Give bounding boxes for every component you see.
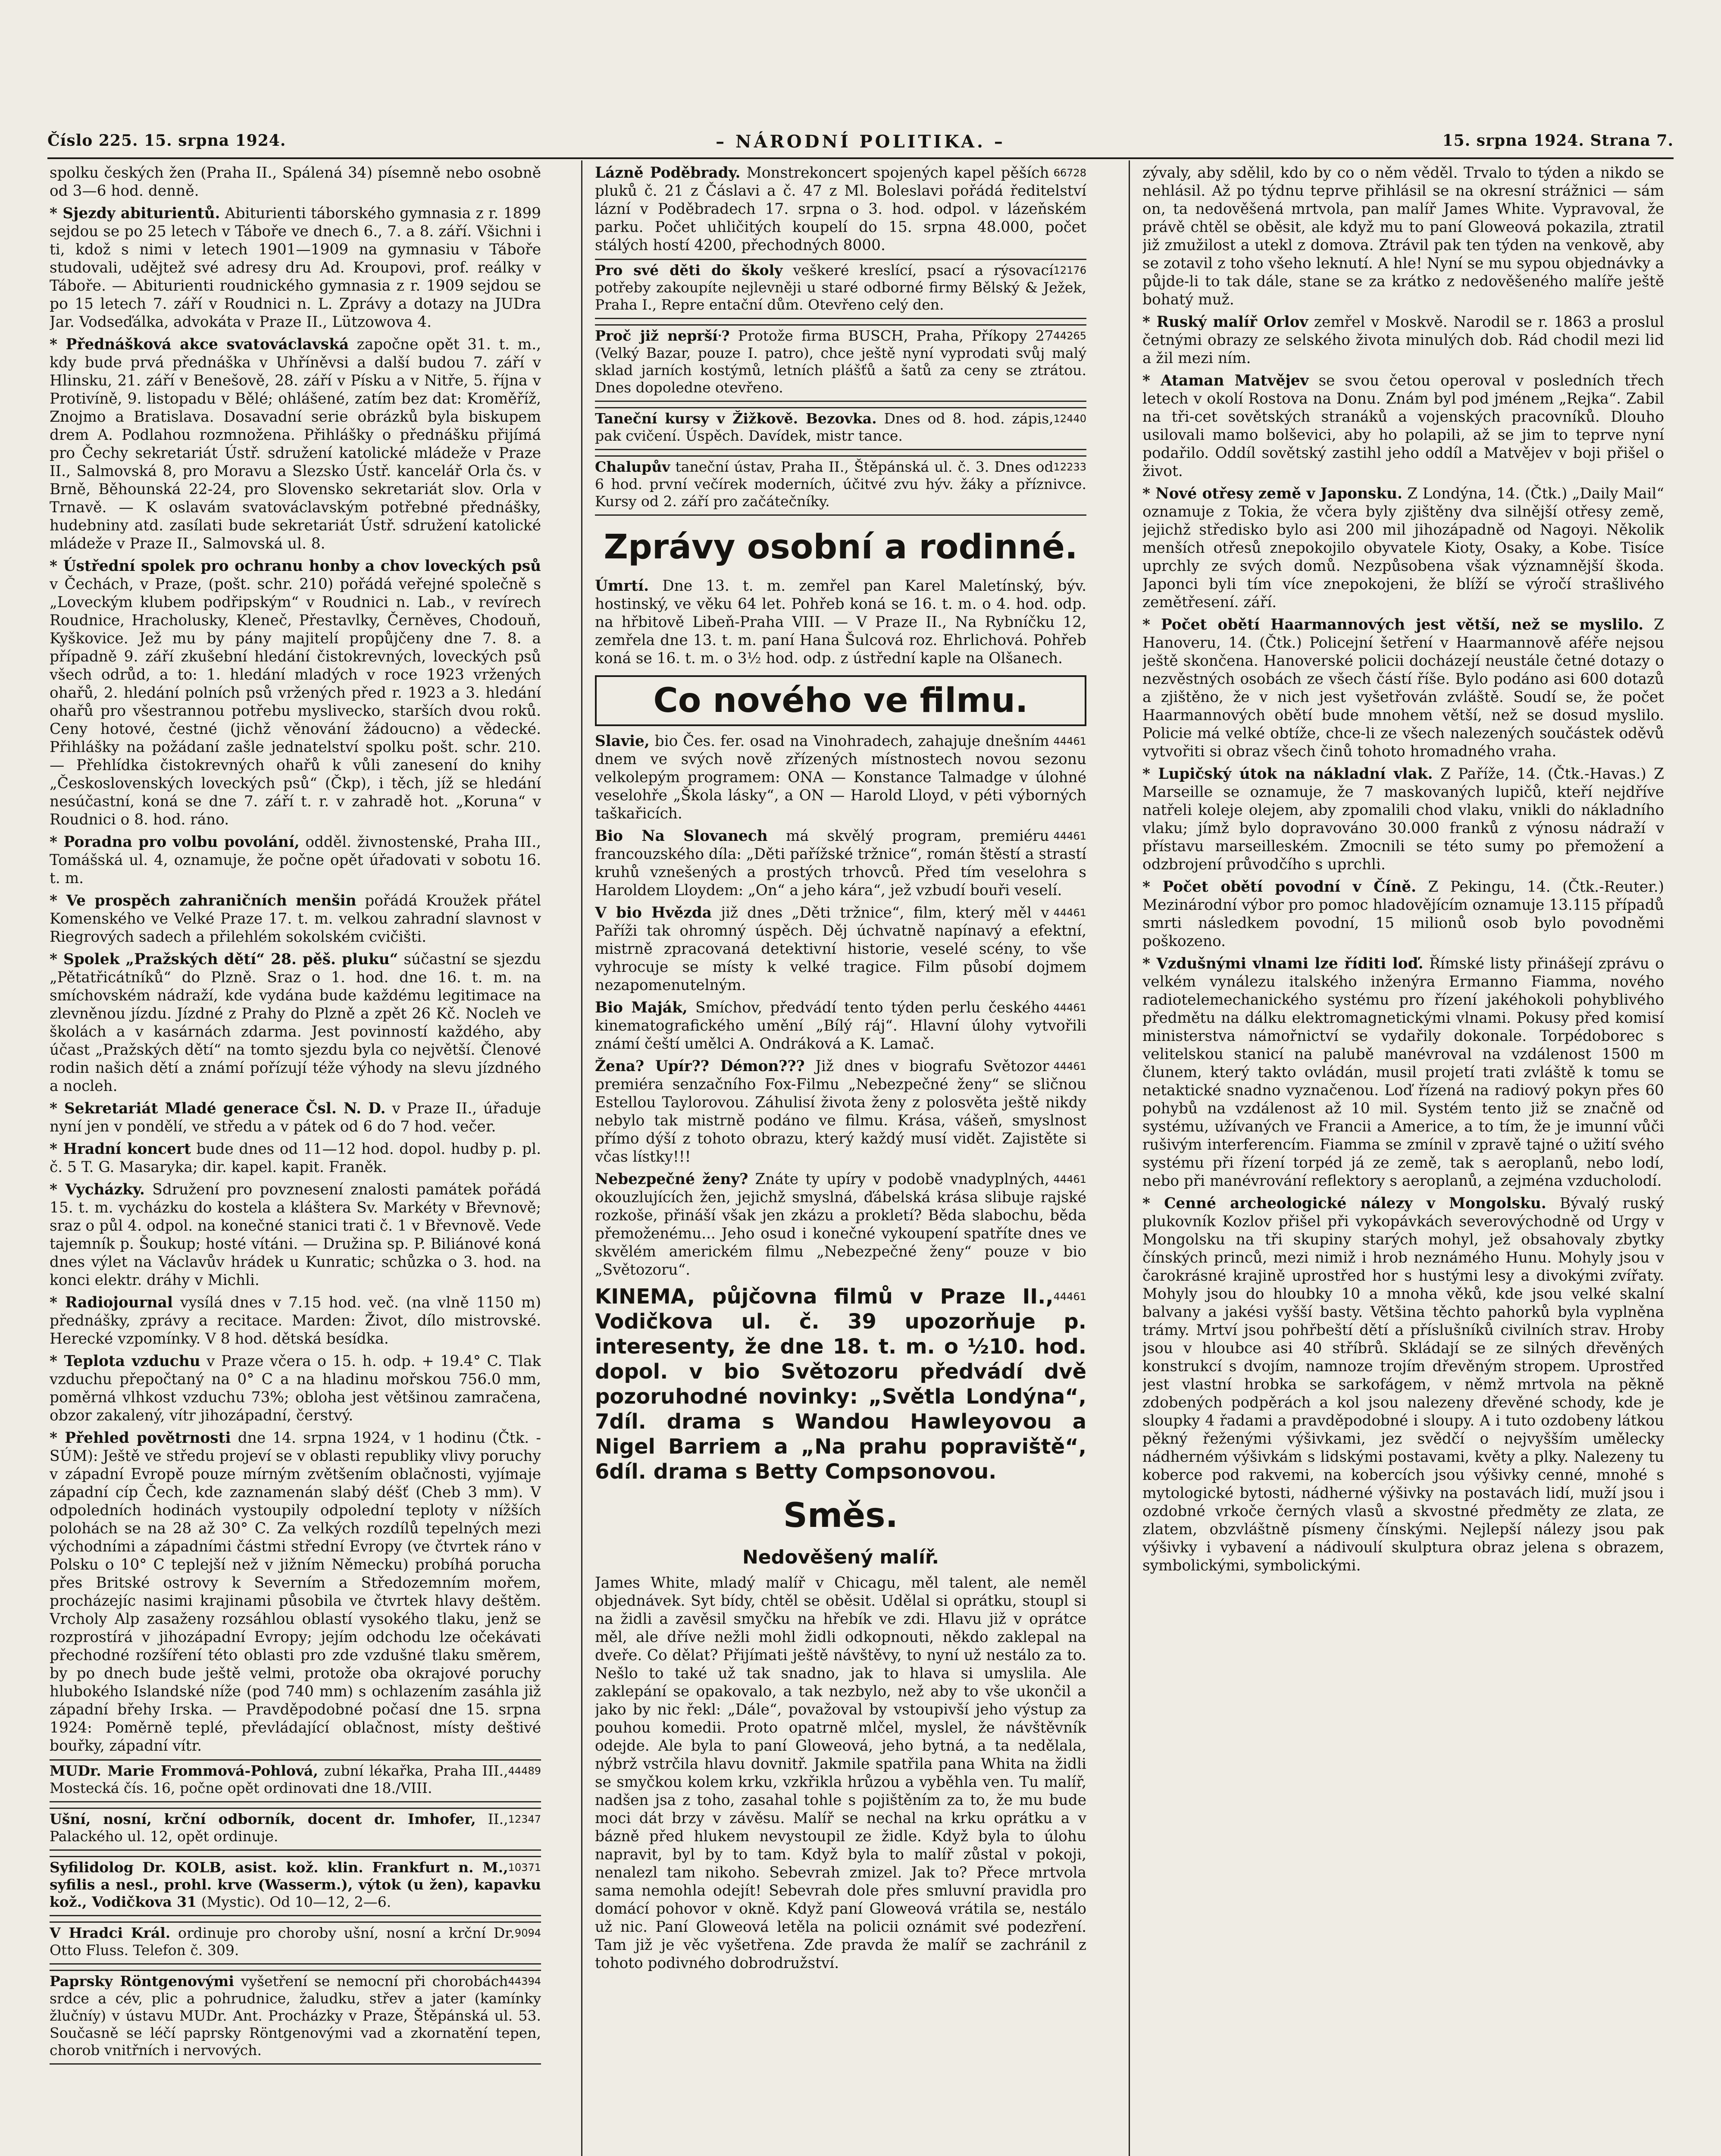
page-header: [47, 132, 1674, 159]
ad-code: 44394: [508, 1975, 541, 1987]
news-item: [595, 732, 1086, 823]
item-text: Monstrekoncert spojených kapel pěších pluků č. 21 z Čáslavi a č. 47 z Ml. Boleslavi pořádá ředitelství lázní v Poděbradech 17. srpna o 3. hod. odpol. v lázeňském parku. Počet uhličitých koupelí do 15. srpna 48.000, počet stálých hostí 4200, přechodných 8000.: [595, 164, 1086, 254]
column-3: [1142, 164, 1664, 2156]
item-text: veškeré kreslící, psací a rýsovací potřeby zakoupíte nejlevněji u staré odborné firmy Bělský & Ježek, Praha I., Repre entační dům. Otevřeno celý den.: [595, 262, 1086, 313]
news-item: [595, 827, 1086, 899]
item-headline: Žena? Upír?? Démon???: [595, 1058, 805, 1075]
item-headline: * Přehled povětrnosti: [50, 1429, 231, 1447]
item-text: súčastní se sjezdu „Pětatřicátníků“ do Plzně. Sraz o 1. hod. dne 16. t. m. na smíchovském nádraží, kde vydána bude každému legitimace na zlevněnou jízdu. Jízdné z Prahy do Plzně a zpět 26 Kč. Nocleh ve školách a v kasárnách zdarma. Jest povinností každého, aby účast „Pražských dětí“ na tomto sjezdu byla co největší. Členové rodin našich dětí a známí pořízují téže výhody na slevu jízdného a nocleh.: [50, 951, 541, 1095]
item-text: taneční ústav, Praha II., Štěpánská ul. č. 3. Dnes od 6 hod. první večírek moderních, účitvé zvu hýv. žáky a příznivce. Kursy od 2. září pro začátečníky.: [595, 458, 1086, 510]
issue-number-date: Číslo 225. 15. srpna 1924.: [47, 132, 286, 150]
page-date-number: 15. srpna 1924. Strana 7.: [1442, 132, 1674, 150]
item-text: Abiturienti táborského gymnasia z r. 1899 sejdou se po 25 letech v Táboře ve dnech 6., 7. a 8. září. Všichni i ti, kdož s nimi v letech 1901—1909 na gymnasiu v Táboře studovali, udějtež své adresy dru Ad. Kroupovi, prof. reálky v Táboře. — Abiturienti roudnického gymnasia z r. 1909 sejdou se po 15 letech 7. září v Roudnici n. L. Zprávy a dotazy na JUDra Jar. Vodseďálka, advokáta v Praze II., Lützowova 4.: [50, 205, 541, 331]
news-item: [50, 950, 541, 1095]
ad-code: 44461: [1053, 1060, 1086, 1072]
item-text: Z Pekingu, 14. (Čtk.-Reuter.) Mezinárodní výbor pro pomoc hladovějícím oznamuje 13.115 případů smrti následkem povodní, 15 milionů osob bylo povodněmi poškozeno.: [1142, 878, 1664, 950]
section-heading: Co nového ve filmu.: [595, 675, 1086, 726]
item-text: Již dnes v biografu Světozor premiéra senzačního Fox-Filmu „Nebezpečné ženy“ se sličnou Estellou Taylorovou. Záhulisí života ženy z polosvěta ještě nikdy nebylo tak mistrně podáno ve filmu. Krása, vášeň, smyslnost přímo dýší z tohoto obrazu, který každý musí vidět. Zajistěte si včas lístky!!!: [595, 1058, 1086, 1166]
item-text: odděl. živnostenské, Praha III., Tomášská ul. 4, oznamuje, že počne opět úřadovati v sobotu 16. t. m.: [50, 834, 541, 887]
item-headline: Syfilidolog Dr. KOLB, asist. kož. klin. Frankfurt n. M., syfilis a nesl., prohl. krve (Wasserm.), výtok (u žen), kapavku kož., Vodičkova 31: [50, 1859, 541, 1910]
item-text: již dnes „Děti tržnice“, film, který měl v Paříži tak ohromný úspěch. Děj úchvatně napínavý a efektní, mistrně zpracovaná detektivní historie, veselé scény, to vše vyhrocuje se místy k velké tragice. Film působí dojmem nezapomenutelným.: [595, 904, 1086, 994]
column-1: [50, 164, 541, 2156]
item-headline: Úmrtí.: [595, 577, 649, 595]
notice-text: KINEMA, půjčovna filmů v Praze II., Vodičkova ul. č. 39 upozorňuje p. interesenty, že dne 18. t. m. o ½10. hod. dopol. v bio Světozoru předvádí dvě pozoruhodné novinky: „Světla Londýna“, 7díl. drama s Wandou Hawleyovou a Nigel Barriem a „Na prahu popraviště“, 6díl. drama s Betty Compsonovou.: [595, 1285, 1086, 1484]
item-text: Dne 13. t. m. zemřel pan Karel Maletínský, býv. hostinský, ve věku 64 let. Pohřeb koná se 16. t. m. o 4. hod. odp. na hřbitově Libeň-Praha VIII. — V Praze II., Na Rybníčku 12, zemřela dne 13. t. m. paní Hana Šulcová roz. Ehrlichová. Pohřeb koná se 16. t. m. o 3½ hod. odp. z ústřední kaple na Olšanech.: [595, 577, 1086, 667]
advertisement: [595, 407, 1086, 450]
item-headline: Slavie,: [595, 733, 650, 750]
item-text: II., Palackého ul. 12, opět ordinuje.: [50, 1811, 508, 1845]
ad-code: 12233: [1053, 461, 1086, 473]
item-text: zývaly, aby sdělil, kdo by co o něm věděl. Trvalo to týden a nikdo se nehlásil. Až po týdnu teprve přihlásil se na okresní strážnici — sám on, ta nedověšená mrtvola, pan malíř James White. Vypravoval, že právě chtěl se oběsit, ale když mu to paní Gloweová pokazila, ztratil již zmužilost a utekl z domova. Ztrávil pak ten týden na venkově, aby se zotavil z toho všeho leknutí. A hle! Nyní se mu sypou objednávky a půjde-li to tak dále, stane se za krátko z nedověšeného malíře ještě bohatý muž.: [1142, 164, 1664, 308]
news-item: [50, 1181, 541, 1289]
advertisement: [595, 455, 1086, 516]
news-item: [1142, 313, 1664, 367]
item-headline: * Sjezdy abiturientů.: [50, 205, 220, 222]
ad-code: 12440: [1053, 413, 1086, 425]
item-text: Protože firma BUSCH, Praha, Příkopy 27 (Velký Bazar, pouze I. patro), chce ještě nyní vyprodati svůj malý sklad jarních kostýmů, letních plášťů a šatů za ceny se ztrátou. Dnes dopoledne otevřeno.: [595, 327, 1086, 396]
news-item: [1142, 164, 1664, 309]
news-item: [595, 904, 1086, 994]
item-headline: * Počet obětí povodní v Číně.: [1142, 878, 1417, 896]
item-text: dne 14. srpna 1924, v 1 hodinu (Čtk. - SÚM): Ještě ve středu projeví se v oblasti republiky vlivy poruchy v západní Evropě pouze mírným zvětšením oblačnosti, vyjímaje západní cíp Čech, kde zaznamenán slabý déšť (Cheb 3 mm). V odpoledních hodinách vystoupily odpolední teploty v nížších polohách se na 28 až 30° C. Za velkých rozdílů tepelných mezi východními a západními částmi střední Evropy (ve čtvrtek ráno v Polsku o 10° C teplejší než v jižním Německu) probíhá porucha přes Britské ostrovy k Severním a Středozemním mořem, procházejíc nasimi krajinami působila ve čtvrtek hlavy deštěm. Vrcholy Alp zasaženy rozsáhlou oblastí vysokého tlaku, jenž se rozprostírá v jihozápadní Evropy; jejím odchodu lze očekávati přechodné rozšíření této oblasti pro zde vzdušné tlaku směrem, by po dnech bude ještě velmi, protože oba okrajové poruchy hlubokého Islandské níže (pod 740 mm) s ochlazením zasáhla již západní břehy Irska. — Pravděpodobné počasí dne 15. srpna 1924: Poměrně teplé, převládající oblačnost, místy deštivé bouřky, západní vítr.: [50, 1429, 541, 1755]
item-headline: * Spolek „Pražských dětí“ 28. pěš. pluku“: [50, 951, 398, 968]
item-headline: V bio Hvězda: [595, 904, 712, 921]
item-headline: * Vzdušnými vlnami lze říditi loď.: [1142, 955, 1424, 972]
column-divider: [581, 160, 582, 2156]
item-headline: * Ústřední spolek pro ochranu honby a chov loveckých psů: [50, 558, 541, 575]
item-text: vysílá dnes v 7.15 hod. več. (na vlně 1150 m) přednášky, zprávy a recitace. Marden: Život, dílo mistrovské. Herecké vzpomínky. V 8 hod. dětská besídka.: [50, 1294, 541, 1348]
item-text: zubní lékařka, Praha III., Mostecká čís. 16, počne opět ordinovati dne 18./VIII.: [50, 1762, 508, 1796]
item-text: ordinuje pro choroby ušní, nosní a krční Dr. Otto Fluss. Telefon č. 309.: [50, 1924, 515, 1959]
advertisement: [50, 1970, 541, 2065]
item-text: Bývalý ruský plukovník Kozlov přišel při vykopávkách severovýchodně od Urgy v Mongolsku na tři skupiny starých mohyl, jež obsahovaly zbytky čínských princů, mezi nimiž i hrob neznámého Hunu. Mohyly jsou v čarokrásné krajině uprostřed hor s hustými lesy a divokými zvířaty. Mohyly jsou do hloubky 10 a mnoha věků, kde jsou velké skalní balvany a jakési vyšší basty. Většina těchto pahorků byla vyplněna trámy. Mrtví jsou pohřbeští dětí a příslušníků civilních strav. Hroby jsou v hloubce asi 40 stříbrů. Skládají se ze silných dřevěných konstrukcí s dvojím, namnoze trojím dřevěným stropem. Uprostřed jest vlastní hrobka se sarkofágem, v němž mrtvola na pěkně zdobených podpěrách a kol jsou nalezeny dřevěné schody, kde je sloupky 4 řadami a pravděpodobné i sloupy. A i tuto ozdobeny látkou pěkný řeženými výšivkami, jez svědčí o nejvyšším umělecky nádherném výšivkám s lidskými postavami, květy a plky. Nalezeny tu koberce pod rakvemi, na kobercích jsou výšivky cenné, mnohé s mytologické bytosti, nádherné výšivky na postavách lidí, muží jsou i ozdobné vrkoče černých vlasů a skvostné předměty ze zlata, ze zlatem, obzvláštně písmeny čínskými. Nejlepší nálezy jsou pak výšivky i vybavení a nádivoulí skulptura obraz jelena s obrazem, symbolickými, symbolickými.: [1142, 1195, 1664, 1574]
news-item: [595, 999, 1086, 1053]
section-heading: Zprávy osobní a rodinné.: [604, 528, 1078, 567]
news-item: [1142, 616, 1664, 761]
news-item: [50, 164, 541, 200]
advertisement: [50, 1921, 541, 1965]
item-headline: * Počet obětí Haarmannových jest větší, než se myslilo.: [1142, 616, 1644, 633]
item-headline: Ušní, nosní, krční odborník, docent dr. Imhofer,: [50, 1811, 476, 1827]
item-text: zemřel v Moskvě. Narodil se r. 1863 a proslul četnými obrazy ze selského života minulých dob. Rád chodil mezi lid a žil mezi ním.: [1142, 313, 1664, 367]
news-item: [50, 892, 541, 946]
item-text: (Mystic). Od 10—12, 2—6.: [201, 1893, 391, 1910]
column-2: [595, 164, 1086, 2156]
ad-code: 44265: [1053, 330, 1086, 342]
ad-code: 44461: [1053, 1291, 1086, 1303]
item-text: Římské listy přinášejí zprávu o velkém vynálezu italského inženýra Ermanno Fiamma, nového radiotelemechanického systému pro řízení jakéhokoli pohyblivého předmětu na dálku elektromagnetickými vlnami. Pokusy před komisí ministerstva námořnictví se vydařily dokonale. Torpédoborec s velitelskou stanicí na palubě manévroval na vzdálenost 1500 m člunem, který takto ovládán, musil projetí trati zvláště k tomu se netaktické snadno vyznačenou. Loď řízená na radiový pokyn přes 60 pohybů na vzdálenost až 10 mil. Systém tento již se značně od systému, užívaných ve Francii a Americe, a to tím, že je imunní vůči rušivým interferencím. Fiamma se zmínil v zpravě tajné o užití svého systému při řízení torpéd já ze země, tak s aeroplanů, nebo lodí, nebo při manévrování reflektory s aeroplanů, a zejména vzducholodí.: [1142, 955, 1664, 1190]
item-text: započne opět 31. t. m., kdy bude prvá přednáška v Uhříněvsi a další budou 7. září v Hlinsku, 21. září v Benešově, 28. září v Písku a v Nitře, 5. října v Protivíně, 9. listopadu v Bělé; ohlášené, zatím bez dat: Kroměříž, Znojmo a Bratislava. Dosavadní serie obrázků byla biskupem drem A. Podlahou rozmnožena. Přihlášky o přednášku přijímá pro Čechy sekretariát Ústř. sdružení katolické mládeže v Praze II., Salmovská 8, pro Moravu a Slezsko Ústř. kancelář Orla čs. v Brně, Běhounská 22-24, pro Slovensko sekretariát slov. Orla v Trnavě. — K oslavám svatováclavským potřebné přednášky, hudebniny atd. zasílati bude sekretariát Ústř. sdružení katolické mládeže v Praze II., Salmovská ul. 8.: [50, 336, 541, 552]
section-heading: Směs.: [783, 1496, 898, 1535]
item-headline: * Radiojournal: [50, 1294, 173, 1311]
article-subheading: Nedověšený malíř.: [742, 1546, 939, 1568]
ad-code: 44461: [1053, 1002, 1086, 1014]
advertisement: [595, 324, 1086, 402]
news-item: [1142, 955, 1664, 1190]
news-item: [50, 557, 541, 829]
news-item: [595, 577, 1086, 667]
item-headline: * Hradní koncert: [50, 1141, 191, 1158]
news-item: [595, 1170, 1086, 1279]
item-headline: Bio Maják,: [595, 999, 688, 1016]
news-item: [50, 204, 541, 331]
item-headline: * Ataman Matvějev: [1142, 372, 1309, 389]
item-headline: * Sekretariát Mladé generace Čsl. N. D.: [50, 1100, 386, 1117]
item-headline: Nebezpečné ženy?: [595, 1171, 748, 1188]
advertisement: [595, 259, 1086, 319]
ad-code: 12347: [508, 1813, 541, 1825]
item-headline: * Lupičský útok na nákladní vlak.: [1142, 765, 1433, 783]
news-item: [595, 1057, 1086, 1166]
news-item: [595, 164, 1086, 254]
item-text: se svou četou operoval v posledních třech letech v okolí Rostova na Donu. Znám byl pod jménem „Rejka“. Zabil na tři-cet sovětských stranáků a vojenských pracovníků. Dlouho usilovali mamo bolševici, aby ho polapili, až se jim to teprve nyní podařilo. Oddíl sovětský zastihl jeho oddíl a Matvějev v boji přišel o život.: [1142, 372, 1664, 480]
advertisement: [50, 1759, 541, 1802]
news-item: [1142, 765, 1664, 874]
item-headline: Paprsky Röntgenovými: [50, 1973, 234, 1990]
item-text: Dnes od 8. hod. zápis, pak cvičení. Úspěch. Davídek, mistr tance.: [595, 410, 1054, 444]
news-item: [50, 1294, 541, 1348]
item-headline: * Poradna pro volbu povolání,: [50, 834, 300, 851]
advertisement: [50, 1808, 541, 1851]
item-headline: Pro své děti do školy: [595, 262, 783, 279]
news-item: [595, 1574, 1086, 1972]
item-text: bio Čes. fer. osad na Vinohradech, zahajuje dnešním dnem ve svých nově zřízených místnostech novou sezonu velkolepým programem: ONA — Konstance Talmadge v úlohné veselohře „Škola lásky“, a ON — Harold Lloyd, v péti výborných taškařicích.: [595, 733, 1086, 822]
item-text: Sdružení pro povznesení znalosti památek pořádá 15. t. m. vycházku do kostela a kláštera Sv. Markéty v Břevnově; sraz o půl 4. odpol. na konečné stanici trati č. 1 v Břevnově. Vede tajemník p. Šoukup; hosté vítáni. — Družina sp. P. Biliánové koná dnes výlet na Václavův hrádek u Kunratic; schůzka o 3. hod. na konci elektr. dráhy v Michli.: [50, 1181, 541, 1289]
news-item: [1142, 1194, 1664, 1575]
news-item: [50, 335, 541, 553]
item-text: spolku českých žen (Praha II., Spálená 34) písemně nebo osobně od 3—6 hod. denně.: [50, 164, 541, 200]
news-item: [50, 1140, 541, 1176]
film-rental-notice: [595, 1284, 1086, 1484]
newspaper-title: – NÁRODNÍ POLITIKA. –: [716, 132, 1005, 152]
item-text: bude dnes od 11—12 hod. dopol. hudby p. pl. č. 5 T. G. Masaryka; dir. kapel. kapit. Franěk.: [50, 1141, 541, 1176]
ad-code: 44461: [1053, 735, 1086, 747]
item-text: vyšetření se nemocní při chorobách srdce a cév, plic a pohrudnice, žaludku, střev a jater (kamínky žlučníy) v ústavu MUDr. Ant. Procházky v Praze, Štěpánská ul. 53. Současně se léčí paprsky Röntgenovými vad a zkornatění tepen, chorob vnitřních i nervových.: [50, 1973, 541, 2059]
item-text: pořádá Kroužek přátel Komenského ve Velké Praze 17. t. m. velkou zahradní slavnost v Riegrových sadech a přilehlém sokolském cvičišti.: [50, 892, 541, 946]
item-headline: * Ve prospěch zahraničních menšin: [50, 892, 357, 909]
item-text: v Čechách, v Praze, (pošt. schr. 210) pořádá veřejné společně s „Loveckým klubem podřipským“ v Roudnici n. Lab., v revírech Roudnice, Hracholusky, Kleneč, Přestavlky, Černěves, Chodouň, Kyškovice. Jež mu by pány majitelí propůjčeny dne 7. 8. a případně 9. září zkušební hledání čistokrevných, loveckých psů všech odrůd, a to: 1. hledání mladých v roce 1923 vržených ohařů, 2. hledání polních psů vržených před r. 1923 a 3. hledání ohařů pro všestrannou potřebu myslivecko, starších dvou roků. Ceny hotové, čestné (jichž věnování žádoucno) a vědecké. Přihlášky na požádaní zašle jednatelství spolku pošt. schr. 210. — Přehlídka čistokrevných ohařů k vůli zanesení do knihy „Československých loveckých psů“ (Čkp), i těch, jíž se hledání nesúčastní, koná se dne 7. září t. r. v zahradě hot. „Koruna“ v Roudnici o 8. hod. ráno.: [50, 576, 541, 828]
item-text: Z Londýna, 14. (Čtk.) „Daily Mail“ oznamuje z Tokia, že včera byly zjištěny dva silnější otřesy země, jejichž středisko bylo asi 200 mil jihozápadně od Nagoyi. Několik menších otřesů znepokojilo obyvatele Kioty, Osaky, a Kobe. Tisíce uprchly ze svých domů. Nezpůsobena však významnější škoda. Japonci byli tím více znepokojeni, že blíží se výročí strašlivého zemětřesení. září.: [1142, 485, 1664, 611]
item-text: Znáte ty upíry v podobě vnadyplných, okouzlujících žen, jejichž smyslná, ďábelská krása slibuje rajské rozkoše, přináší však jen zkázu a prokletí? Běda slabochu, běda přemoženému... Jeho osud i konečné vykoupení spatříte dnes ve skvělém americkém filmu „Nebezpečné ženy“ pouze v bio „Světozoru“.: [595, 1171, 1086, 1279]
item-text: má skvělý program, premiéru francouzského díla: „Děti pařížské tržnice“, román štěstí a strastí kruhů vznešených a prostých trhovců. Před tím veselohra s Haroldem Lloydem: „On“ a jeho kára“, jež vzbudí bouři veselí.: [595, 827, 1086, 899]
item-headline: * Přednášková akce svatováclavská: [50, 336, 349, 353]
ad-code: 44461: [1053, 830, 1086, 842]
ad-code: 66728: [1053, 167, 1086, 179]
ad-code: 44461: [1053, 907, 1086, 919]
item-headline: * Vycházky.: [50, 1181, 145, 1198]
news-item: [50, 1352, 541, 1425]
item-text: Smíchov, předvádí tento týden perlu českého kinematografického umění „Bílý ráj“. Hlavní úlohy vytvořili známí čeští umělci A. Ondráková a K. Lamač.: [595, 999, 1086, 1053]
item-headline: Proč již nepršíᐧ?: [595, 327, 730, 344]
item-headline: * Nové otřesy země v Japonsku.: [1142, 485, 1402, 502]
news-item: [50, 1100, 541, 1136]
ad-code: 44461: [1053, 1173, 1086, 1185]
item-text: v Praze II., úřaduje nyní jen v pondělí, ve středu a v pátek od 6 do 7 hod. večer.: [50, 1100, 541, 1135]
item-headline: * Teplota vzduchu: [50, 1353, 200, 1370]
item-headline: Lázně Poděbrady.: [595, 164, 741, 182]
item-headline: V Hradci Král.: [50, 1924, 171, 1941]
item-text: v Praze včera o 15. h. odp. + 19.4° C. Tlak vzduchu přepočtaný na 0° C a na hladinu mořskou 756.0 mm, poměrná vlhkost vzduchu 73%; obloha jest většinou zamračena, obzor zakalený, vítr jihozápadní, čerstvý.: [50, 1353, 541, 1424]
advertisement: [50, 1856, 541, 1916]
item-headline: Bio Na Slovanech: [595, 827, 768, 845]
news-item: [50, 833, 541, 887]
news-item: [1142, 878, 1664, 950]
ad-code: 12176: [1053, 264, 1086, 276]
item-headline: Taneční kursy v Žižkově. Bezovka.: [595, 410, 877, 427]
item-text: Z Paříže, 14. (Čtk.-Havas.) Z Marseille se oznamuje, že 7 maskovaných lupičů, kteří nejdříve natřeli koleje olejem, aby zpomalili chod vlaku, vnikli do nákladního vlaku; jímž bylo dopravováno 30.000 franků z výnosu nádraží v přístavu marseilleském. Zmocnili se této sumy po přemožení a odzbrojení průvodčího s uprchli.: [1142, 765, 1664, 873]
item-headline: * Ruský malíř Orlov: [1142, 313, 1308, 331]
item-text: Z Hanoveru, 14. (Čtk.) Policejní šetření v Haarmannově aféře nejsou ještě skončena. Hanoverské policii docházejí neustále četné dotazy o nezvěstných osobách ze všech částí říše. Bylo podáno asi 600 dotazů a zjištěno, že v nich jest vyšetřován zvláště. Soudí se, že počet Haarmannových obětí bude mnohem větší, než se dosud myslilo. Policie má velké obtíže, chce-li ze všech nalezených součástek oděvů vytvořiti si obraz všech činů tohoto hromadného vraha.: [1142, 616, 1664, 760]
ad-code: 9094: [514, 1927, 541, 1939]
item-headline: Chalupův: [595, 458, 670, 475]
news-item: [1142, 485, 1664, 611]
ad-code: 44489: [508, 1765, 541, 1777]
item-text: James White, mladý malíř v Chicagu, měl talent, ale neměl objednávek. Syt bídy, chtěl se oběsit. Udělal si oprátku, stoupl si na židli a zavěsil smyčku na hřebík ve zdi. Hlavu již v oprátce měl, ale dříve nežli mohl židli odkopnouti, někdo zaklepal na dveře. Co dělat? Přijímati ještě návštěvy, to nyní už nestálo za to. Nešlo to také už tak snadno, jak to hlava si umyslila. Ale zaklepání se opakovalo, a tak nezbylo, než aby to vše ukončil a jako by nic řekl: „Dále“, považoval by vstoupivší jeho výstup za pouhou komedii. Proto opatrně mlčel, myslel, že návštěvník odejde. Ale byla to paní Gloweová, jeho bytná, a ta nedělala, nýbrž vstrčila hlavu dovnitř. Jakmile spatřila pana Whita na židli se smyčkou kolem krku, vzkřikla hrůzou a vyběhla ven. Tu malíř, nadšen jsa z toho, zasahal tohle s pojištěním za to, že mu bude moci dát brzy v závěsu. Malíř se nechal na krku oprátku a v bázně před hlukem nevystoupil ze židle. Když byla to úlohu napravit, byl by to tam. Když byla to malíř zůstal v pokoji, nenalezl tam nikoho. Sebevrah zmizel. Jak to? Přece mrtvola sama nemohla odejít! Sebevrah dole přes smluvní pravidla pro domácí pohovor v okně. Když paní Gloweová vrátila se, nestálo už nic. Paní Gloweová letěla na policii oznámit své podezření. Tam již je věc vyšetřena. Zde pravda že malíř se zachránil z tohoto podivného dobrodružství.: [595, 1574, 1086, 1972]
ad-code: 10371: [508, 1861, 541, 1874]
news-item: [1142, 372, 1664, 480]
item-headline: * Cenné archeologické nálezy v Mongolsku.: [1142, 1195, 1546, 1212]
column-divider: [1129, 160, 1130, 2156]
news-item: [50, 1429, 541, 1755]
item-headline: MUDr. Marie Frommová-Pohlová,: [50, 1762, 318, 1779]
